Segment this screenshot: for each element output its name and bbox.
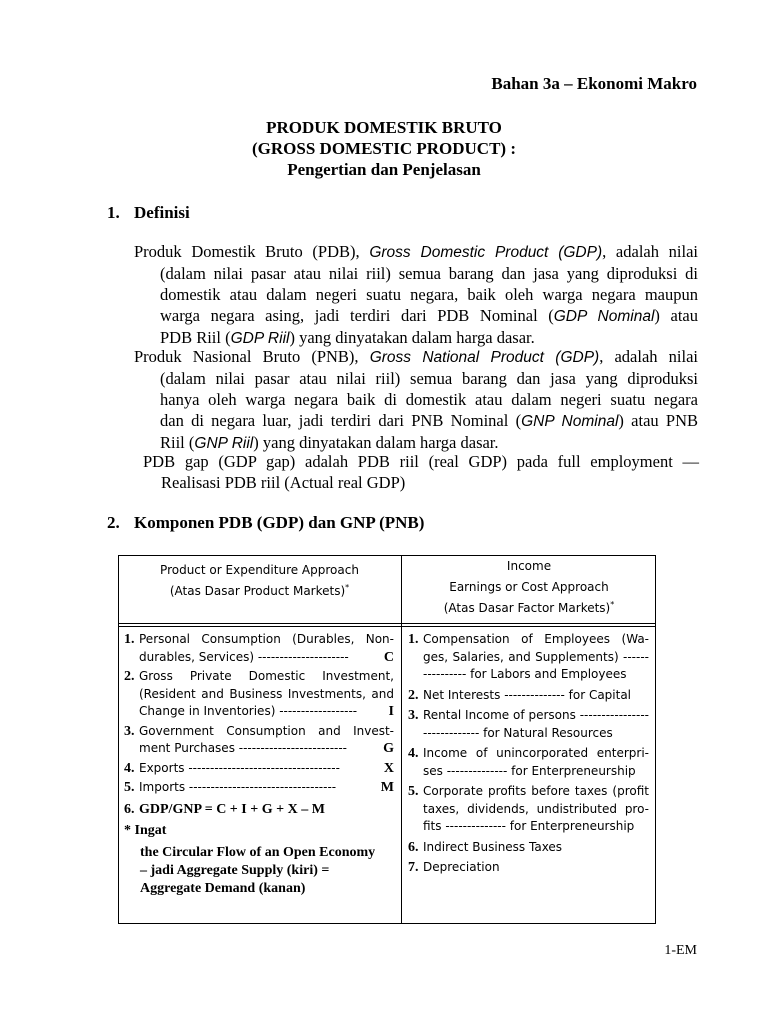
pnb-line-4: dan di negara luar, jadi terdiri dari PNB Nominal (GNP Nominal) atau PNB xyxy=(160,411,698,430)
pnb-line-1: Produk Nasional Bruto (PNB), Gross National Product (GDP), adalah nilai xyxy=(134,347,698,366)
list-item: 2. Net Interests -------------- for Capital xyxy=(408,687,632,703)
ingat-note: * Ingat xyxy=(124,823,167,838)
list-item: 4. Income of unincorporated enterpri-ses -------------- for Enterpreneurship xyxy=(408,746,649,778)
pdb-line-1: Produk Domestik Bruto (PDB), Gross Domestic Product (GDP), adalah nilai xyxy=(134,242,698,261)
section-title: Komponen PDB (GDP) dan GNP (PNB) xyxy=(134,513,425,532)
table-header-divider-double xyxy=(118,626,656,627)
document-header: Bahan 3a – Ekonomi Makro xyxy=(491,74,697,93)
pnb-line-5: Riil (GNP Riil) yang dinyatakan dalam harga dasar. xyxy=(160,433,499,452)
document-subtitle-2: Pengertian dan Penjelasan xyxy=(287,160,481,179)
section-heading-definisi xyxy=(107,203,190,223)
list-item: 6. Indirect Business Taxes xyxy=(408,839,563,855)
gdp-equation: 6. GDP/GNP = C + I + G + X – M xyxy=(124,801,325,817)
list-item: 1. Compensation of Employees (Wa-ges, Salaries, and Supplements) ---------------- for Labors and Employees xyxy=(408,632,649,681)
list-item: 1. Personal Consumption (Durables, Non-durables, Services) --------------------- C xyxy=(124,632,394,665)
expenditure-components xyxy=(124,631,394,898)
table-header-expenditure: Product or Expenditure Approach (Atas Dasar Product Markets)* xyxy=(160,563,359,598)
list-item: 5. Corporate profits before taxes (profit taxes, dividends, undistributed pro-fits -------------- for Enterpreneurship xyxy=(408,784,649,833)
list-item: 3. Government Consumption and Invest-ment Purchases ------------------------- G xyxy=(124,723,394,756)
list-item: 4. Exports ----------------------------------- X xyxy=(124,760,394,776)
income-components xyxy=(408,631,649,877)
pnb-line-3: hanya oleh warga negara baik di domestik atau dalam negeri suatu negara xyxy=(160,390,698,409)
list-item: 5. Imports ---------------------------------- M xyxy=(124,780,394,795)
table-header-divider xyxy=(118,623,656,624)
section-number: 1. xyxy=(107,203,120,222)
pdb-line-3: domestik atau dalam negeri suatu negara, baik oleh warga negara maupun xyxy=(160,285,698,304)
paragraph-gap xyxy=(143,451,699,493)
page-number: 1-EM xyxy=(664,943,697,958)
document-subtitle: (GROSS DOMESTIC PRODUCT) : xyxy=(252,139,516,158)
section-title: Definisi xyxy=(134,203,190,222)
section-heading-komponen xyxy=(107,513,424,533)
pnb-line-2: (dalam nilai pasar atau nilai riil) semua barang dan jasa yang diproduksi xyxy=(160,369,698,388)
list-item: 3. Rental Income of persons ----------------------------- for Natural Resources xyxy=(408,708,649,740)
pdb-line-5: PDB Riil (GDP Riil) yang dinyatakan dalam harga dasar. xyxy=(160,328,535,347)
gap-line-2: Realisasi PDB riil (Actual real GDP) xyxy=(161,473,406,492)
pdb-line-2: (dalam nilai pasar atau nilai riil) semua barang dan jasa yang diproduksi di xyxy=(160,264,698,283)
document-title: PRODUK DOMESTIK BRUTO xyxy=(266,118,502,137)
section-number: 2. xyxy=(107,513,120,532)
pdb-line-4: warga negara asing, jadi terdiri dari PDB Nominal (GDP Nominal) atau xyxy=(160,306,698,325)
table-header-income: Income Earnings or Cost Approach (Atas Dasar Factor Markets)* xyxy=(443,559,615,615)
list-item: 2. Gross Private Domestic Investment, (Resident and Business Investments, and Change in Inventories) ------------------ I xyxy=(124,669,394,719)
paragraph-pnb xyxy=(134,346,698,454)
gap-line-1: PDB gap (GDP gap) adalah PDB riil (real GDP) pada full employment –– xyxy=(143,452,699,471)
circular-flow-note: the Circular Flow of an Open Economy – jadi Aggregate Supply (kiri) = Aggregate Demand (kanan) xyxy=(140,845,376,896)
paragraph-pdb xyxy=(134,241,698,349)
list-item: 7. Depreciation xyxy=(408,860,500,875)
